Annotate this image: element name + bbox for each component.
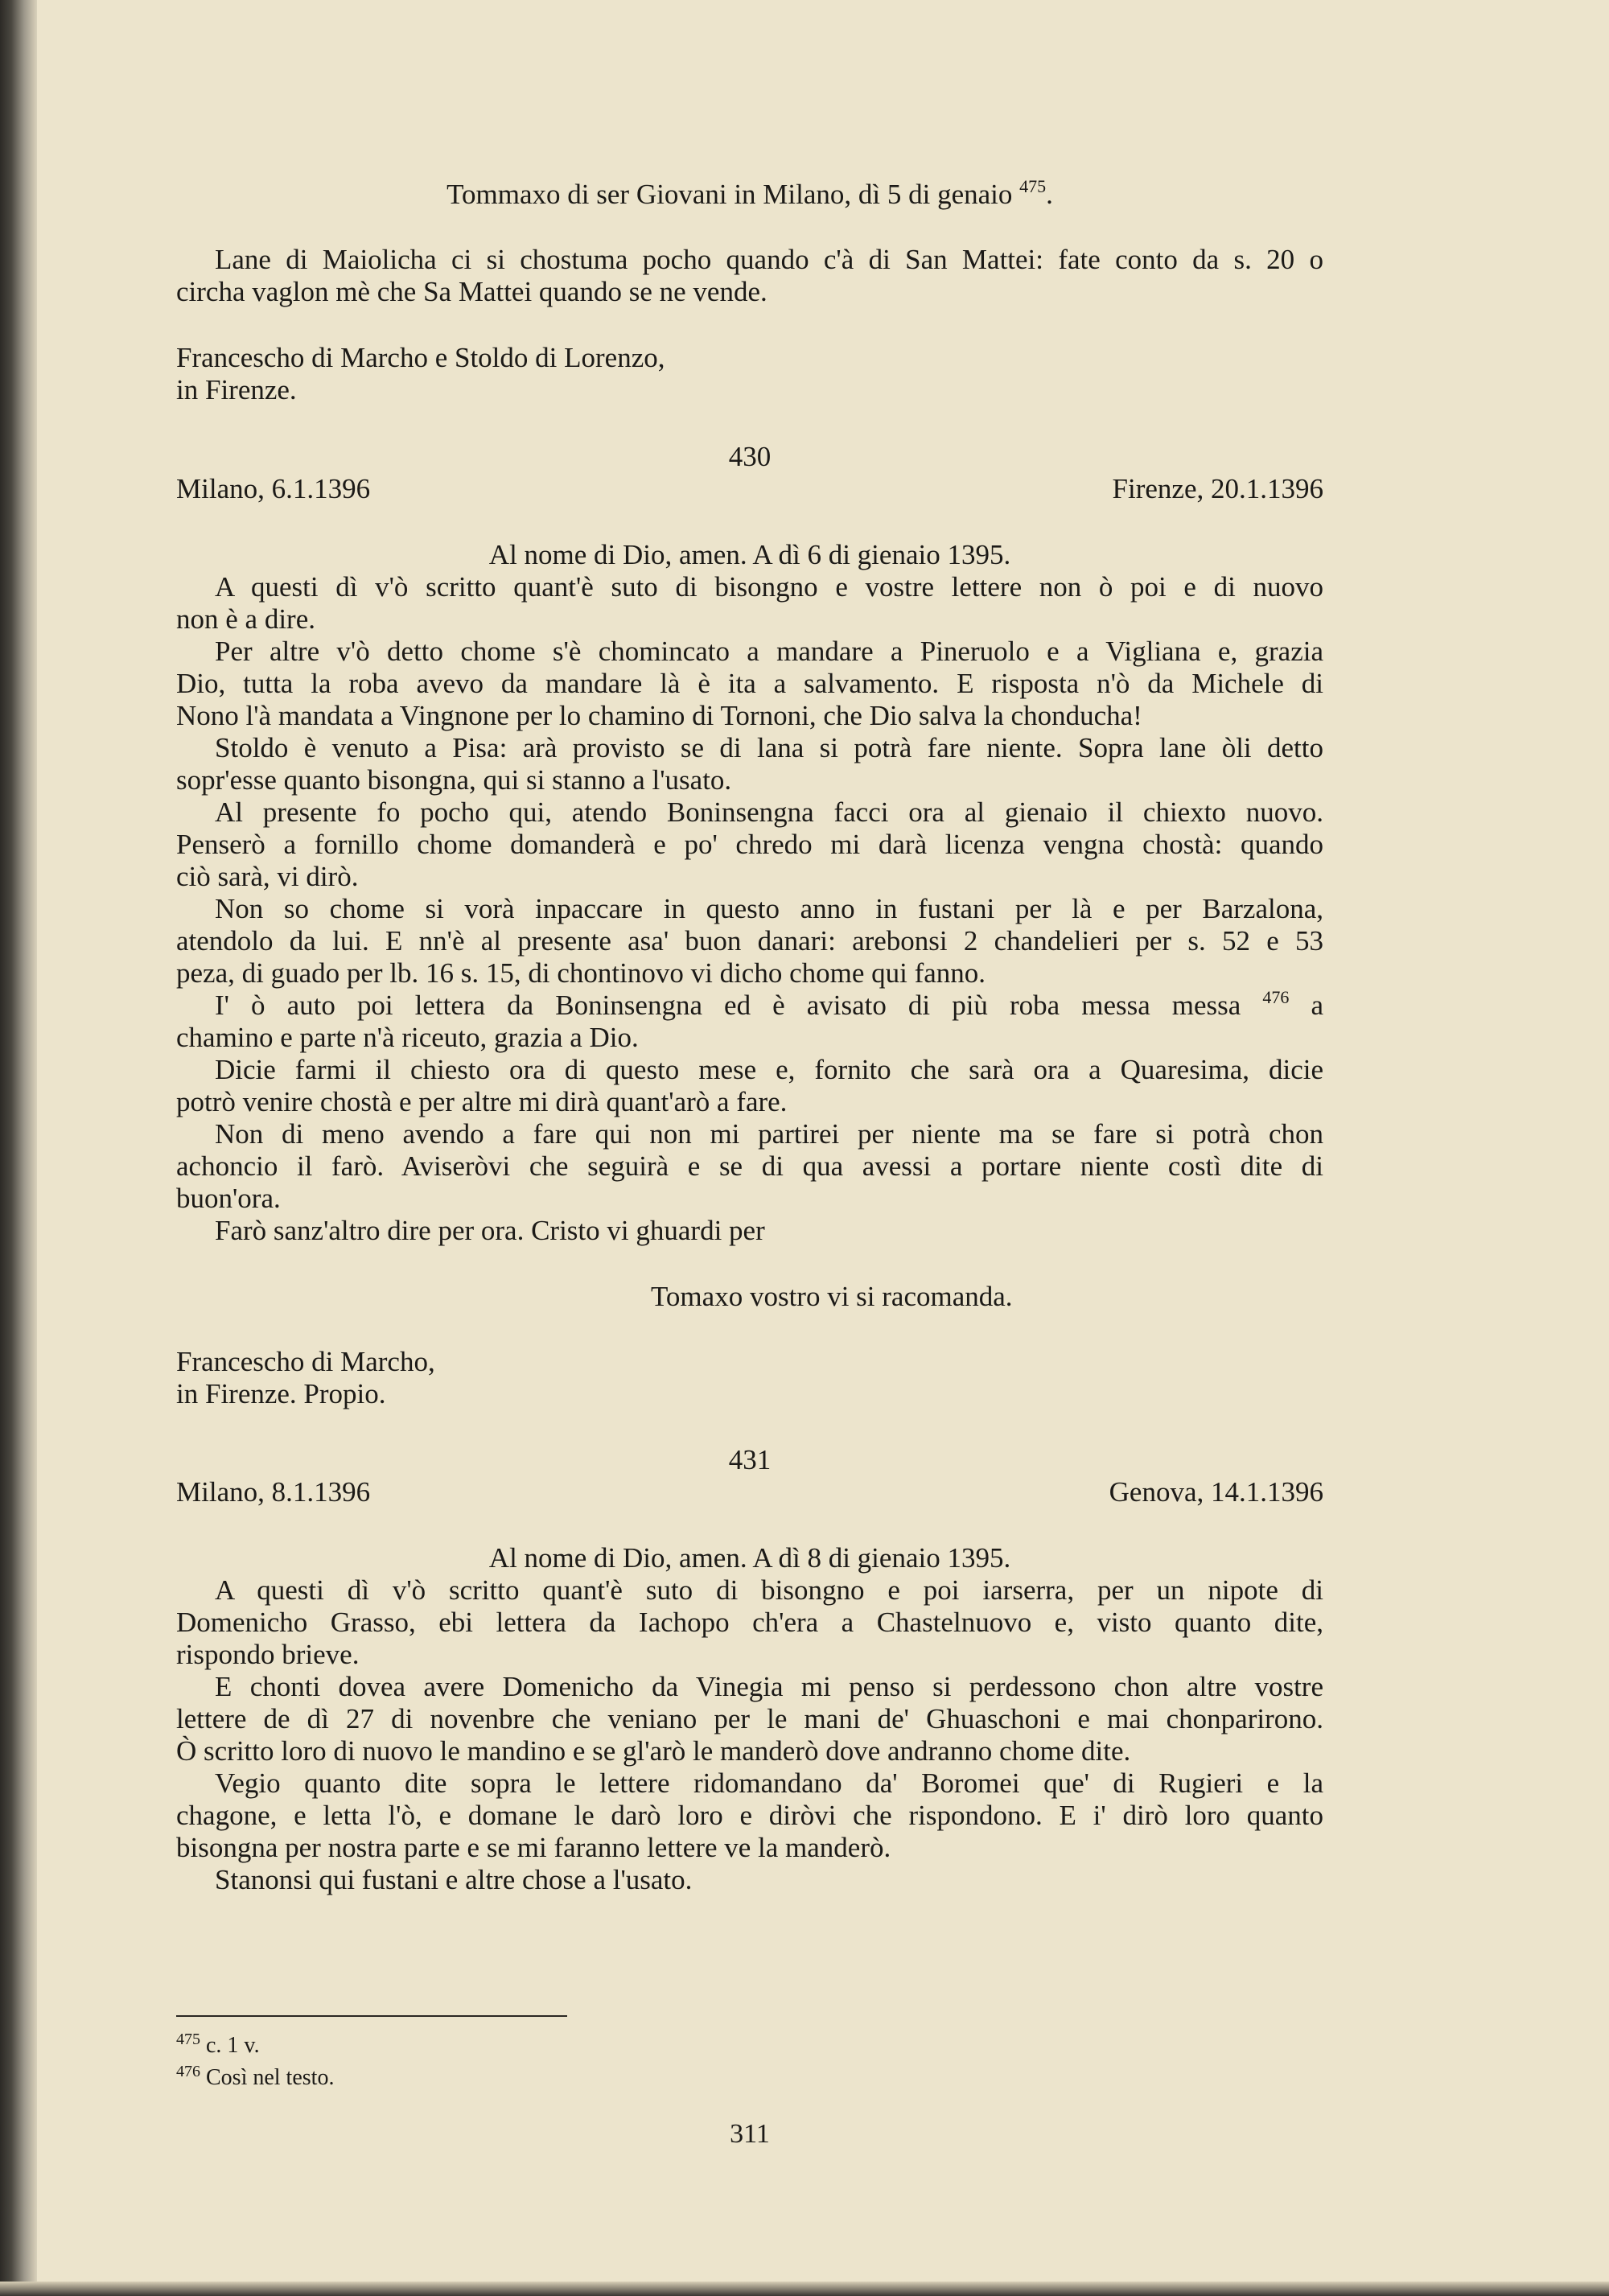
letter431-opening: Al nome di Dio, amen. A dì 8 di gienaio 1395. xyxy=(488,1542,1011,1574)
letter431-body-line: Vegio quanto dite sopra le lettere ridomandano da' Boromei que' di Rugieri e la xyxy=(215,1767,1323,1799)
letter431-origin: Milano, 8.1.1396 xyxy=(176,1476,371,1508)
footnote-476: $^{476}$ Così nel testo. xyxy=(176,2063,335,2090)
letter429-paragraph-line: circha vaglon mè che Sa Mattei quando se ne vende. xyxy=(176,276,767,307)
letter430-body-line: buon'ora. xyxy=(176,1183,281,1214)
book-gutter-shadow xyxy=(0,0,37,2296)
letter430-destination: Firenze, 20.1.1396 xyxy=(1112,473,1323,504)
letter430-body-line: A questi dì v'ò scritto quant'è suto di bisongno e vostre lettere non ò poi e di nuovo xyxy=(215,571,1323,603)
letter430-body-line: achoncio il farò. Aviseròvi che seguirà e se di qua avessi a portare niente costì dite di xyxy=(176,1150,1323,1182)
letter430-body-line: Non so chome si vorà inpaccare in questo anno in fustani per là e per Barzalona, xyxy=(215,893,1323,924)
letter430-opening: Al nome di Dio, amen. A dì 6 di gienaio 1395. xyxy=(488,539,1011,570)
letter429-paragraph-line: Lane di Maiolicha ci si chostuma pocho quando c'à di San Mattei: fate conto da s. 20 o xyxy=(215,244,1323,275)
letter431-body-line: rispondo brieve. xyxy=(176,1639,360,1670)
letter431-body-line: Stanonsi qui fustani e altre chose a l'usato. xyxy=(215,1864,693,1895)
letter431-destination: Genova, 14.1.1396 xyxy=(1109,1476,1323,1508)
letter431-body-line: E chonti dovea avere Domenicho da Vinegia mi penso si perdessono chon altre vostre xyxy=(215,1671,1323,1702)
footnote-divider xyxy=(176,2015,567,2017)
letter430-body-line: atendolo da lui. E nn'è al presente asa' buon danari: arebonsi 2 chandelieri per s. 52 e 53 xyxy=(176,925,1323,957)
letter429-address-line: Franceschо di Marcho e Stoldo di Lorenzo, xyxy=(176,342,665,373)
footnote-ref-475: 475 xyxy=(1019,176,1047,196)
letter430-number: 430 xyxy=(728,441,772,472)
letter430-body-line: ciò sarà, vi dirò. xyxy=(176,861,359,892)
letter430-body-line: chamino e parte n'à riceuto, grazia a Dio. xyxy=(176,1022,639,1053)
letter430-origin: Milano, 6.1.1396 xyxy=(176,473,371,504)
letter430-body-line: non è a dire. xyxy=(176,603,315,635)
page-number: 311 xyxy=(730,2119,770,2149)
letter431-body-line: A questi dì v'ò scritto quant'è suto di bisongno e poi iarserra, per un nipote di xyxy=(215,1574,1323,1606)
letter430-body-line: Farò sanz'altro dire per ora. Cristo vi ghuardi per xyxy=(215,1215,765,1246)
letter430-signature: Tomaxo vostro vi si racomanda. xyxy=(651,1281,1013,1312)
letter430-body-line: Al presente fo pocho qui, atendo Boninsengna facci ora al gienaio il chiexto nuovo. xyxy=(215,796,1323,828)
letter430-body-line: Stoldo è venuto a Pisa: arà provisto se di lana si potrà fare niente. Sopra lane òli detto xyxy=(215,732,1323,763)
letter431-body-line: bisongna per nostra parte e se mi faranno lettere ve la manderò. xyxy=(176,1832,891,1863)
letter431-body-line: Domenicho Grasso, ebi lettera da Iachopo ch'era a Chastelnuovo e, visto quanto dite, xyxy=(176,1607,1323,1638)
letter431-body-line: chagone, e letta l'ò, e domane le darò loro e diròvi che rispondono. E i' dirò loro quanto xyxy=(176,1800,1323,1831)
letter430-body-line: Dio, tutta la roba avevo da mandare là è ita a salvamento. E risposta n'ò da Michele di xyxy=(176,668,1323,699)
footnote-475: $^{475}$ c. 1 v. xyxy=(176,2031,260,2058)
letter431-header xyxy=(176,1476,1323,1508)
letter430-body-line: peza, di guado per lb. 16 s. 15, di chontinovo vi dicho chome qui fanno. xyxy=(176,957,986,989)
letter429-signature: Tommaxo di ser Giovani in Milano, dì 5 di genaio $^{475}$. xyxy=(446,176,1053,210)
letter430-body-line: I' ò auto poi lettera da Boninsengna ed è avisato di più roba messa messa $^{476}$ a xyxy=(215,987,1323,1021)
letter429-address-line: in Firenze. xyxy=(176,374,297,405)
letter431-body-line: Ò scritto loro di nuovo le mandino e se gl'arò le manderò dove andranno chome dite. xyxy=(176,1735,1131,1767)
footnote-ref-476: 476 xyxy=(1262,987,1290,1007)
letter431-number: 431 xyxy=(728,1444,772,1475)
letter430-address-line: Francescho di Marcho, xyxy=(176,1346,435,1377)
letter431-body-line: lettere de dì 27 di novenbre che veniano per le mani de' Ghuaschoni e mai chonparirono. xyxy=(176,1703,1323,1734)
letter430-body-line: Dicie farmi il chiesto ora di questo mese e, fornito che sarà ora a Quaresima, dicie xyxy=(215,1054,1323,1085)
document-page xyxy=(176,0,1323,2296)
letter430-address-line: in Firenze. Propio. xyxy=(176,1378,386,1409)
letter430-body-line: sopr'esse quanto bisongna, qui si stanno a l'usato. xyxy=(176,764,732,796)
letter430-body-line: Non di meno avendo a fare qui non mi partirei per niente ma se fare si potrà chon xyxy=(215,1118,1323,1150)
letter430-body-line: Nono l'à mandata a Vingnone per lo chamino di Tornoni, che Dio salva la chonducha! xyxy=(176,700,1142,731)
letter430-body-line: Penserò a fornillo chome domanderà e po' chredo mi darà licenza vengna chostà: quando xyxy=(176,829,1323,860)
letter430-body-line: potrò venire chostà e per altre mi dirà quant'arò a fare. xyxy=(176,1086,788,1117)
letter430-body-line: Per altre v'ò detto chome s'è chomincato a mandare a Pineruolo e a Vigliana e, grazia xyxy=(215,636,1323,667)
letter430-header xyxy=(176,473,1323,505)
